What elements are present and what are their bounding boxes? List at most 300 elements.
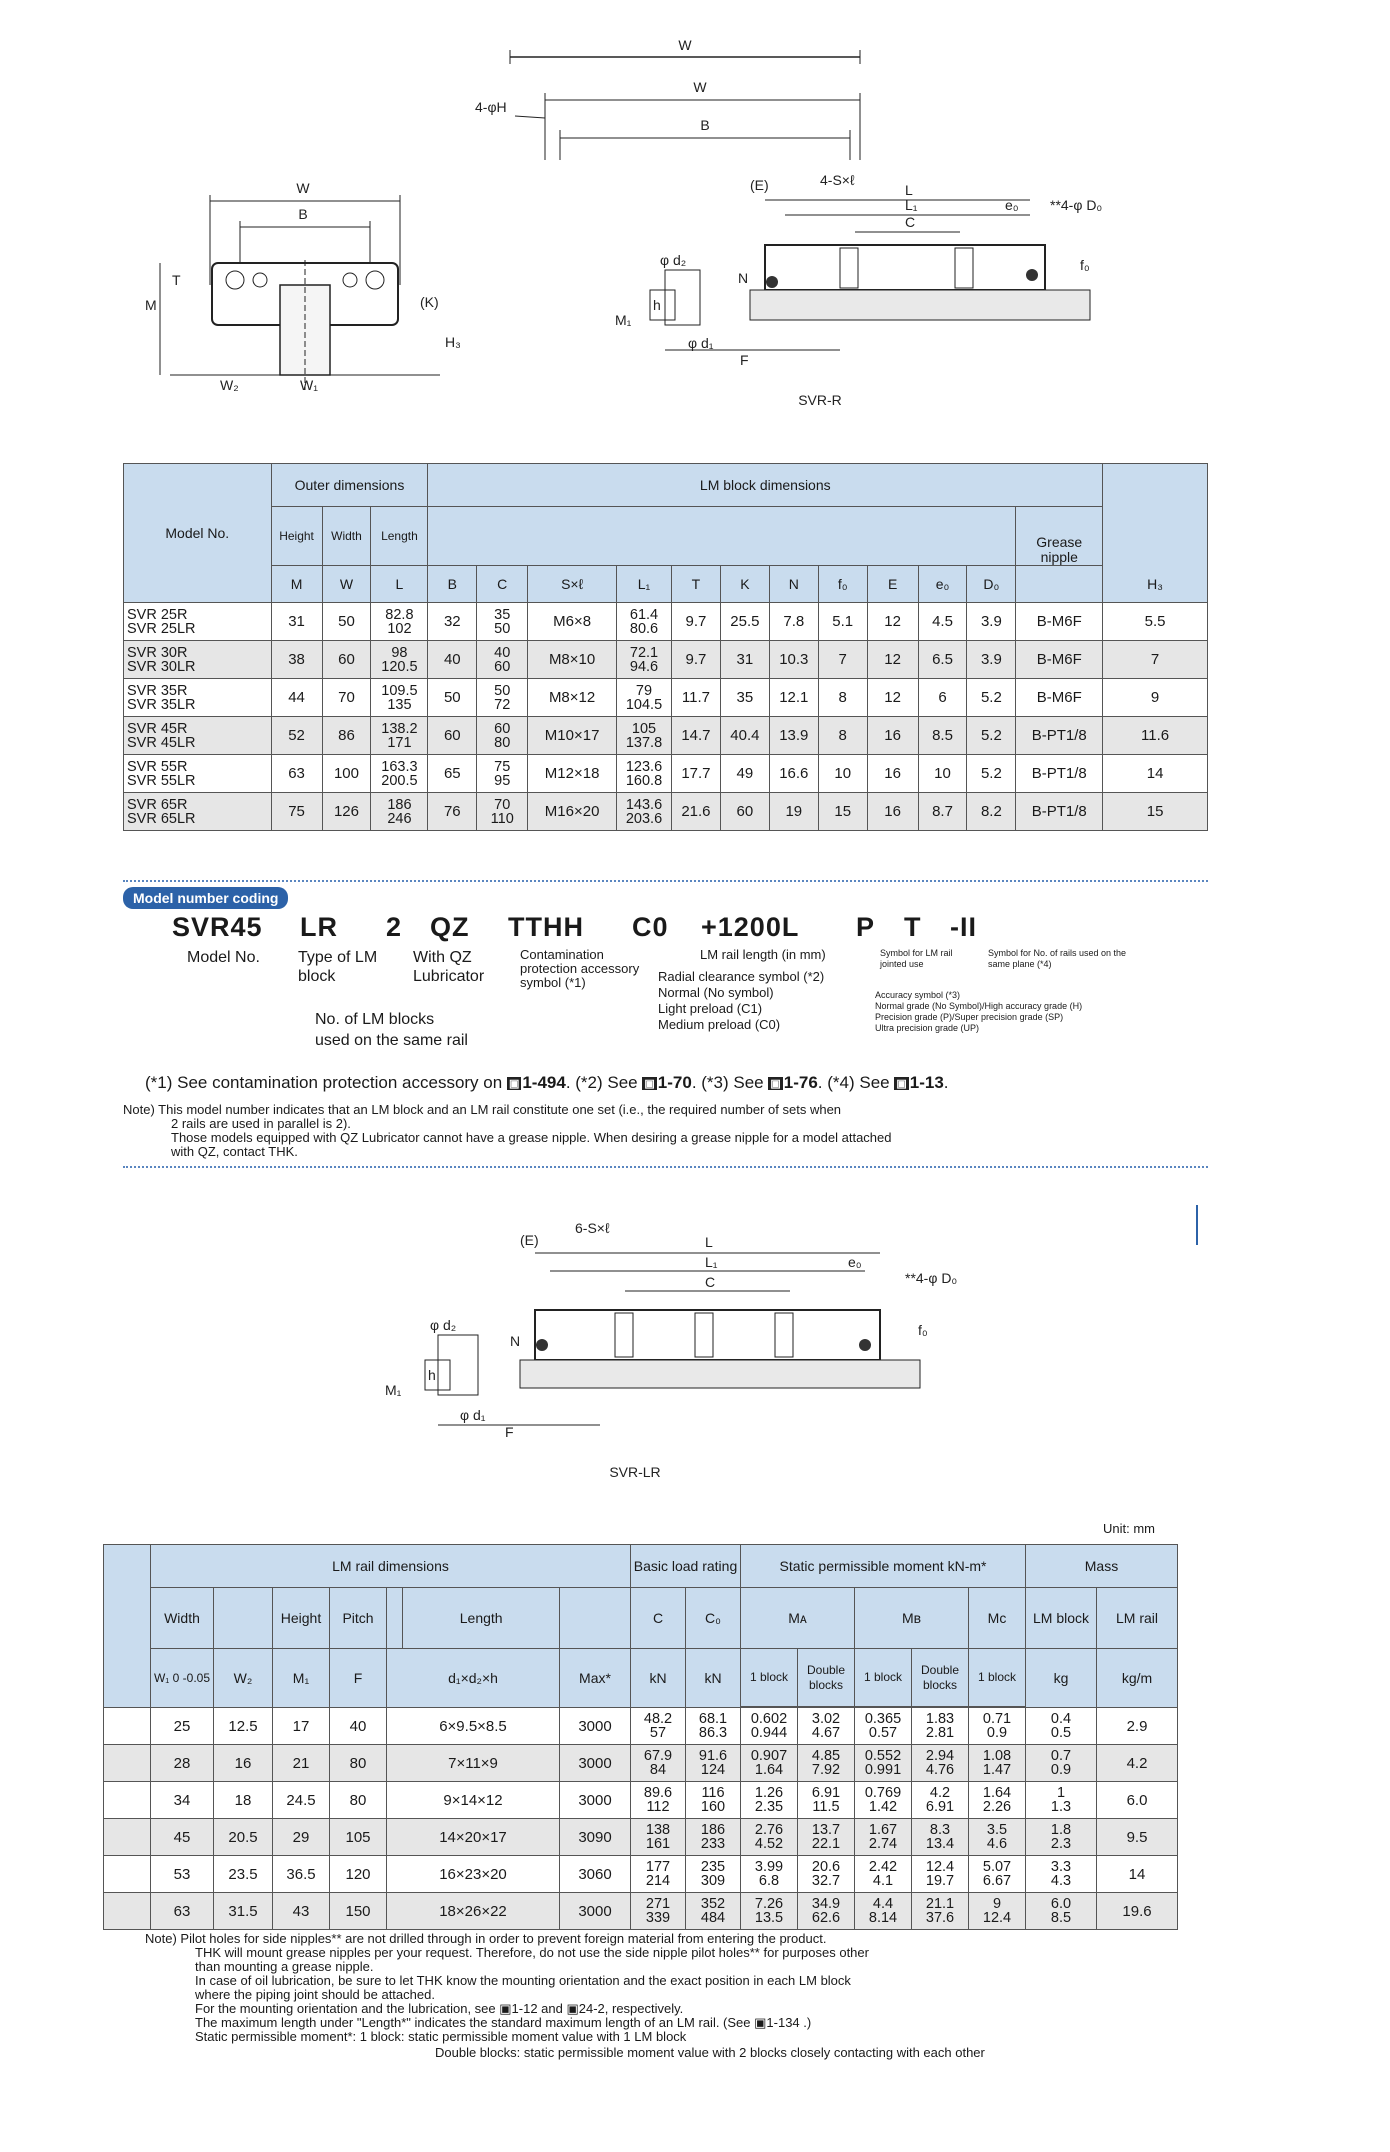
row-spacer	[104, 1856, 151, 1893]
w1-cell: 63	[151, 1893, 214, 1930]
width-header: Width	[151, 1588, 214, 1649]
top-w2-label: W	[693, 79, 707, 95]
side-h-label: h	[653, 297, 661, 313]
mb1-cell: 0.552 0.991	[855, 1745, 912, 1782]
h3-cell: 7	[1103, 641, 1208, 679]
lr-m1-label: M₁	[385, 1382, 402, 1398]
s-cell: M6×8	[528, 603, 617, 641]
c-cell: 48.2 57	[631, 1708, 686, 1745]
f0-cell: 7	[818, 641, 867, 679]
ma2-cell: 3.02 4.67	[798, 1708, 855, 1745]
h3-header: H₃	[1103, 464, 1208, 603]
w-cell: 60	[322, 641, 371, 679]
grease-cell: B-M6F	[1016, 679, 1103, 717]
f0-cell: 10	[818, 755, 867, 793]
c0-cell: 116 160	[686, 1782, 741, 1819]
mc-cell: 0.71 0.9	[969, 1708, 1026, 1745]
front-h3-label: H₃	[445, 334, 461, 350]
n-cell: 10.3	[769, 641, 818, 679]
lm-block-header: LM block	[1026, 1588, 1097, 1649]
l1-cell: 143.6 203.6	[617, 793, 672, 831]
row-spacer	[104, 1745, 151, 1782]
unit-label: Unit: mm	[1103, 1521, 1155, 1536]
b-cell: 60	[428, 717, 477, 755]
ma1-cell: 2.76 4.52	[741, 1819, 798, 1856]
mb1-cell: 2.42 4.1	[855, 1856, 912, 1893]
m1-cell: 17	[273, 1708, 330, 1745]
table-row	[124, 603, 1208, 641]
desc-model: Model No.	[187, 949, 260, 966]
ma1-cell: 0.602 0.944	[741, 1708, 798, 1745]
mb2-cell: 12.4 19.7	[912, 1856, 969, 1893]
front-w1-label: W₁	[300, 377, 318, 393]
e0-cell: 6	[918, 679, 967, 717]
footnote-3: . (*3) See	[691, 1073, 764, 1092]
desc-type: Type of LM block	[298, 949, 378, 985]
table-row	[104, 1782, 1178, 1819]
e-cell: 12	[867, 641, 918, 679]
f-cell: 80	[330, 1782, 387, 1819]
m-cell: 52	[271, 717, 322, 755]
table-row	[104, 1745, 1178, 1782]
model-cell: SVR 35R SVR 35LR	[124, 679, 272, 717]
m-cell: 31	[271, 603, 322, 641]
row-spacer	[104, 1782, 151, 1819]
e0-cell: 8.5	[918, 717, 967, 755]
side-s-label: 4-S×ℓ	[820, 172, 855, 188]
w-cell: 126	[322, 793, 371, 831]
svr-lr-side-diagram	[320, 1215, 960, 1490]
side-d2-label: φ d₂	[660, 252, 687, 268]
col-t: T	[671, 566, 720, 603]
e-cell: 16	[867, 755, 918, 793]
l1-cell: 79 104.5	[617, 679, 672, 717]
l-cell: 82.8 102	[371, 603, 428, 641]
dxh-cell: 14×20×17	[387, 1819, 560, 1856]
side-f-label: F	[740, 352, 749, 368]
lr-c-label: C	[705, 1274, 716, 1290]
mb1-cell: 0.769 1.42	[855, 1782, 912, 1819]
w2-cell: 20.5	[214, 1819, 273, 1856]
height-header: Height	[271, 507, 322, 566]
mb1-cell: 4.4 8.14	[855, 1893, 912, 1930]
mc-cell: 1.08 1.47	[969, 1745, 1026, 1782]
k-cell: 49	[720, 755, 769, 793]
k-cell: 31	[720, 641, 769, 679]
desc-radial: Radial clearance symbol (*2)	[658, 969, 825, 984]
c-cell: 138 161	[631, 1819, 686, 1856]
side-m1-label: M₁	[615, 312, 632, 328]
rail-dims-header: LM rail dimensions	[151, 1545, 631, 1588]
s-cell: M12×18	[528, 755, 617, 793]
ma1-cell: 3.99 6.8	[741, 1856, 798, 1893]
w-cell: 70	[322, 679, 371, 717]
c0-header: C₀	[686, 1588, 741, 1649]
c-cell: 35 50	[477, 603, 528, 641]
mb1-cell: 1.67 2.74	[855, 1819, 912, 1856]
svr-r-side-diagram	[520, 170, 1110, 420]
ma1-cell: 7.26 13.5	[741, 1893, 798, 1930]
caption-svr-r: SVR-R	[798, 392, 842, 408]
side-c-label: C	[905, 214, 916, 230]
n-cell: 13.9	[769, 717, 818, 755]
mb2-cell: 4.2 6.91	[912, 1782, 969, 1819]
e-cell: 16	[867, 793, 918, 831]
w2-cell: 18	[214, 1782, 273, 1819]
max-cell: 3000	[560, 1893, 631, 1930]
d-header: d₁×d₂×h	[387, 1649, 560, 1708]
block-mass-cell: 1.8 2.3	[1026, 1819, 1097, 1856]
code-model: SVR45	[172, 912, 263, 942]
col-e: E	[867, 566, 918, 603]
basic-load-header: Basic load rating	[631, 1545, 741, 1588]
side-l-label: L	[905, 182, 913, 198]
t-cell: 21.6	[671, 793, 720, 831]
w1-cell: 53	[151, 1856, 214, 1893]
rail-mass-cell: 2.9	[1097, 1708, 1178, 1745]
f-cell: 150	[330, 1893, 387, 1930]
w2-cell: 16	[214, 1745, 273, 1782]
desc-accuracy-1: Normal grade (No Symbol)/High accuracy grade (H)	[875, 1001, 1083, 1011]
col-e0: e₀	[918, 566, 967, 603]
table-row	[104, 1708, 1178, 1745]
desc-rail: LM rail length (in mm)	[700, 947, 826, 962]
lr-e0-label: e₀	[848, 1254, 862, 1270]
table-row	[124, 755, 1208, 793]
h3-cell: 11.6	[1103, 717, 1208, 755]
front-w-label: W	[296, 180, 310, 196]
ref-1-76: 1-76	[783, 1073, 818, 1092]
f-cell: 80	[330, 1745, 387, 1782]
w1-cell: 25	[151, 1708, 214, 1745]
desc-accuracy-3: Ultra precision grade (UP)	[875, 1023, 980, 1033]
w2-header: W₂	[214, 1649, 273, 1708]
desc-accuracy-2: Precision grade (P)/Super precision grade (SP)	[875, 1012, 1064, 1022]
code-length: +1200L	[701, 912, 800, 942]
grease-cell: B-PT1/8	[1016, 717, 1103, 755]
col-s: S×ℓ	[528, 566, 617, 603]
note-line-4: with QZ, contact THK.	[171, 1144, 298, 1159]
c0-cell: 186 233	[686, 1819, 741, 1856]
n-cell: 12.1	[769, 679, 818, 717]
note-line-1: Note) This model number indicates that an LM block and an LM rail constitute one set (i.e., the required number of sets when	[123, 1102, 842, 1117]
front-w2-label: W₂	[220, 377, 239, 393]
lr-d0-label: **4-φ D₀	[905, 1270, 958, 1286]
grease-cell: B-PT1/8	[1016, 755, 1103, 793]
dxh-cell: 9×14×12	[387, 1782, 560, 1819]
mc-cell: 9 12.4	[969, 1893, 1026, 1930]
note-line: The maximum length under "Length*" indicates the standard maximum length of an LM rail. (See ▣1-134 .)	[195, 2015, 812, 2030]
m1-cell: 36.5	[273, 1856, 330, 1893]
front-b-label: B	[298, 206, 308, 222]
mb-double: Double blocks	[912, 1649, 969, 1707]
e-cell: 16	[867, 717, 918, 755]
w2-cell: 23.5	[214, 1856, 273, 1893]
c0-cell: 68.1 86.3	[686, 1708, 741, 1745]
ma2-cell: 34.9 62.6	[798, 1893, 855, 1930]
d0-cell: 8.2	[967, 793, 1016, 831]
m1-header: M₁	[273, 1649, 330, 1708]
n-cell: 16.6	[769, 755, 818, 793]
l-cell: 138.2 171	[371, 717, 428, 755]
lr-d1-label: φ d₁	[460, 1407, 486, 1423]
lr-l1-label: L₁	[705, 1254, 718, 1270]
top-hole-label: 4-φH	[475, 99, 507, 115]
length-header: Length	[403, 1588, 560, 1649]
f0-cell: 8	[818, 679, 867, 717]
model-cell: SVR 25R SVR 25LR	[124, 603, 272, 641]
h3-cell: 9	[1103, 679, 1208, 717]
side-d1-label: φ d₁	[688, 335, 714, 351]
kg-header: kg	[1026, 1649, 1097, 1708]
lm-rail-dimensions-table	[103, 1544, 1178, 1930]
front-k-label: (K)	[420, 294, 439, 310]
lr-f-label: F	[505, 1424, 514, 1440]
l-cell: 109.5 135	[371, 679, 428, 717]
m1-cell: 29	[273, 1819, 330, 1856]
note-line: Note) Pilot holes for side nipples** are not drilled through in order to prevent foreign material from entering the product.	[145, 1931, 827, 1946]
row-spacer	[104, 1708, 151, 1745]
c-cell: 75 95	[477, 755, 528, 793]
code-joint: T	[904, 912, 922, 942]
col-b: B	[428, 566, 477, 603]
col-d0: D₀	[967, 566, 1016, 603]
note-line: In case of oil lubrication, be sure to let THK know the mounting orientation and the exact position in each LM block	[195, 1973, 851, 1988]
mb2-cell: 1.83 2.81	[912, 1708, 969, 1745]
kn-header: kN	[631, 1649, 686, 1708]
e-cell: 12	[867, 603, 918, 641]
l-cell: 98 120.5	[371, 641, 428, 679]
col-w: W	[322, 566, 371, 603]
mb-1-block: 1 block	[855, 1649, 912, 1707]
row-spacer	[104, 1893, 151, 1930]
block-mass-cell: 0.7 0.9	[1026, 1745, 1097, 1782]
note-line-3: Those models equipped with QZ Lubricator cannot have a grease nipple. When desiring a grease nipple for a model attached	[171, 1130, 892, 1145]
lr-f0-label: f₀	[918, 1322, 928, 1338]
m-cell: 75	[271, 793, 322, 831]
m-cell: 44	[271, 679, 322, 717]
desc-joint: Symbol for LM rail jointed use	[880, 948, 953, 969]
table-row	[124, 717, 1208, 755]
desc-accuracy: Accuracy symbol (*3)	[875, 990, 961, 1000]
rail-mass-cell: 9.5	[1097, 1819, 1178, 1856]
ma-double: Double blocks	[798, 1649, 855, 1707]
block-mass-cell: 0.4 0.5	[1026, 1708, 1097, 1745]
l1-cell: 61.4 80.6	[617, 603, 672, 641]
c-cell: 40 60	[477, 641, 528, 679]
desc-blocks-1: No. of LM blocks	[315, 1011, 435, 1028]
desc-qz: With QZ Lubricator	[413, 949, 485, 985]
h3-cell: 5.5	[1103, 603, 1208, 641]
mb1-cell: 0.365 0.57	[855, 1708, 912, 1745]
ref-1-70: 1-70	[657, 1073, 692, 1092]
top-view-diagram	[430, 30, 900, 170]
code-accuracy: P	[856, 912, 876, 942]
note-line: where the piping joint should be attached.	[195, 1987, 435, 2002]
footnote-2: . (*2) See	[565, 1073, 638, 1092]
side-e-label: (E)	[750, 177, 769, 193]
s-cell: M10×17	[528, 717, 617, 755]
grease-nipple-header: Grease nipple	[1016, 507, 1103, 566]
ma2-cell: 20.6 32.7	[798, 1856, 855, 1893]
dxh-cell: 7×11×9	[387, 1745, 560, 1782]
block-mass-cell: 3.3 4.3	[1026, 1856, 1097, 1893]
mc-cell: 1.64 2.26	[969, 1782, 1026, 1819]
mc-cell: 3.5 4.6	[969, 1819, 1026, 1856]
table-row	[124, 641, 1208, 679]
e0-cell: 8.7	[918, 793, 967, 831]
f0-cell: 15	[818, 793, 867, 831]
grease-cell: B-M6F	[1016, 641, 1103, 679]
table-row	[104, 1819, 1178, 1856]
code-contam: TTHH	[508, 912, 584, 942]
m-cell: 38	[271, 641, 322, 679]
side-d0-label: **4-φ D₀	[1050, 197, 1103, 213]
d0-cell: 5.2	[967, 755, 1016, 793]
b-cell: 32	[428, 603, 477, 641]
h3-cell: 14	[1103, 755, 1208, 793]
c-cell: 271 339	[631, 1893, 686, 1930]
block-mass-cell: 6.0 8.5	[1026, 1893, 1097, 1930]
code-qz: QZ	[430, 912, 470, 942]
model-cell: SVR 65R SVR 65LR	[124, 793, 272, 831]
col-f0: f₀	[818, 566, 867, 603]
b-cell: 40	[428, 641, 477, 679]
m1-cell: 43	[273, 1893, 330, 1930]
b-cell: 76	[428, 793, 477, 831]
code-type: LR	[300, 912, 338, 942]
caption-svr-lr: SVR-LR	[609, 1464, 661, 1480]
desc-rails: Symbol for No. of rails used on the same plane (*4)	[988, 948, 1127, 969]
max-cell: 3000	[560, 1745, 631, 1782]
ma2-cell: 6.91 11.5	[798, 1782, 855, 1819]
footnote-end: .	[943, 1073, 949, 1092]
lr-n-label: N	[510, 1333, 521, 1349]
pitch-header: Pitch	[330, 1588, 387, 1649]
mb2-cell: 8.3 13.4	[912, 1819, 969, 1856]
c0-cell: 235 309	[686, 1856, 741, 1893]
e-cell: 12	[867, 679, 918, 717]
lm-rail-header: LM rail	[1097, 1588, 1178, 1649]
w1-cell: 28	[151, 1745, 214, 1782]
c-cell: 60 80	[477, 717, 528, 755]
ma2-cell: 13.7 22.1	[798, 1819, 855, 1856]
k-cell: 40.4	[720, 717, 769, 755]
lr-l-label: L	[705, 1234, 713, 1250]
table-row	[104, 1893, 1178, 1930]
f-cell: 105	[330, 1819, 387, 1856]
code-blocks: 2	[386, 912, 403, 942]
c0-cell: 91.6 124	[686, 1745, 741, 1782]
rail-mass-cell: 19.6	[1097, 1893, 1178, 1930]
t-cell: 9.7	[671, 641, 720, 679]
l-cell: 186 246	[371, 793, 428, 831]
n-cell: 19	[769, 793, 818, 831]
lr-d2-label: φ d₂	[430, 1317, 457, 1333]
length-header: Length	[371, 507, 428, 566]
col-m: M	[271, 566, 322, 603]
mc-cell: 5.07 6.67	[969, 1856, 1026, 1893]
code-clearance: C0	[632, 912, 669, 942]
coding-footnotes: (*1) See contamination protection accessory on ▣ 1-494. (*2) See ▣ 1-70. (*3) See ▣ 1-76. (*4) See ▣ 1-13.	[145, 1073, 949, 1092]
model-no-header: Model No.	[124, 464, 272, 603]
n-cell: 7.8	[769, 603, 818, 641]
d0-cell: 5.2	[967, 679, 1016, 717]
col-l: L	[371, 566, 428, 603]
ref-1-494: 1-494	[522, 1073, 566, 1092]
w-cell: 100	[322, 755, 371, 793]
desc-medium: Medium preload (C0)	[658, 1017, 781, 1032]
e0-cell: 6.5	[918, 641, 967, 679]
model-number-coding-banner: Model number coding	[123, 887, 288, 909]
side-n-label: N	[738, 270, 749, 286]
k-cell: 35	[720, 679, 769, 717]
desc-blocks-2: used on the same rail	[315, 1032, 468, 1049]
b-cell: 65	[428, 755, 477, 793]
coding-divider	[123, 880, 1208, 882]
width-header: Width	[322, 507, 371, 566]
f0-cell: 5.1	[818, 603, 867, 641]
table-row	[104, 1856, 1178, 1893]
footnote-1: (*1) See contamination protection accessory on	[145, 1073, 503, 1092]
f-cell: 40	[330, 1708, 387, 1745]
rail-mass-cell: 14	[1097, 1856, 1178, 1893]
mass-header: Mass	[1026, 1545, 1178, 1588]
m1-cell: 21	[273, 1745, 330, 1782]
section-divider	[123, 1166, 1208, 1168]
m1-cell: 24.5	[273, 1782, 330, 1819]
desc-normal: Normal (No symbol)	[658, 985, 774, 1000]
d0-cell: 3.9	[967, 641, 1016, 679]
note-line: Static permissible moment*: 1 block: static permissible moment value with 1 LM block	[195, 2029, 687, 2044]
note-line: For the mounting orientation and the lubrication, see ▣1-12 and ▣24-2, respectively.	[195, 2001, 684, 2016]
h3-cell: 15	[1103, 793, 1208, 831]
height-header: Height	[273, 1588, 330, 1649]
m-cell: 63	[271, 755, 322, 793]
grease-cell: B-M6F	[1016, 603, 1103, 641]
note-line-2: 2 rails are used in parallel is 2).	[171, 1116, 351, 1131]
margin-marker	[1196, 1205, 1198, 1245]
l1-cell: 72.1 94.6	[617, 641, 672, 679]
block-mass-cell: 1 1.3	[1026, 1782, 1097, 1819]
max-cell: 3060	[560, 1856, 631, 1893]
kgm-header: kg/m	[1097, 1649, 1178, 1708]
w1-cell: 34	[151, 1782, 214, 1819]
t-cell: 9.7	[671, 603, 720, 641]
rail-mass-cell: 6.0	[1097, 1782, 1178, 1819]
ma-header: Mᴀ	[741, 1588, 855, 1649]
e0-cell: 10	[918, 755, 967, 793]
l1-cell: 123.6 160.8	[617, 755, 672, 793]
l1-cell: 105 137.8	[617, 717, 672, 755]
row-spacer	[104, 1819, 151, 1856]
ma1-cell: 1.26 2.35	[741, 1782, 798, 1819]
w-cell: 86	[322, 717, 371, 755]
footnote-4: . (*4) See	[817, 1073, 890, 1092]
top-b-label: B	[700, 117, 710, 133]
t-cell: 11.7	[671, 679, 720, 717]
col-k: K	[720, 566, 769, 603]
static-moment-header: Static permissible moment kN-m*	[741, 1545, 1026, 1588]
max-cell: 3000	[560, 1782, 631, 1819]
d0-cell: 3.9	[967, 603, 1016, 641]
d0-cell: 5.2	[967, 717, 1016, 755]
c-cell: 70 110	[477, 793, 528, 831]
front-t-label: T	[172, 272, 181, 288]
kn0-header: kN	[686, 1649, 741, 1708]
w-cell: 50	[322, 603, 371, 641]
ma1-cell: 0.907 1.64	[741, 1745, 798, 1782]
